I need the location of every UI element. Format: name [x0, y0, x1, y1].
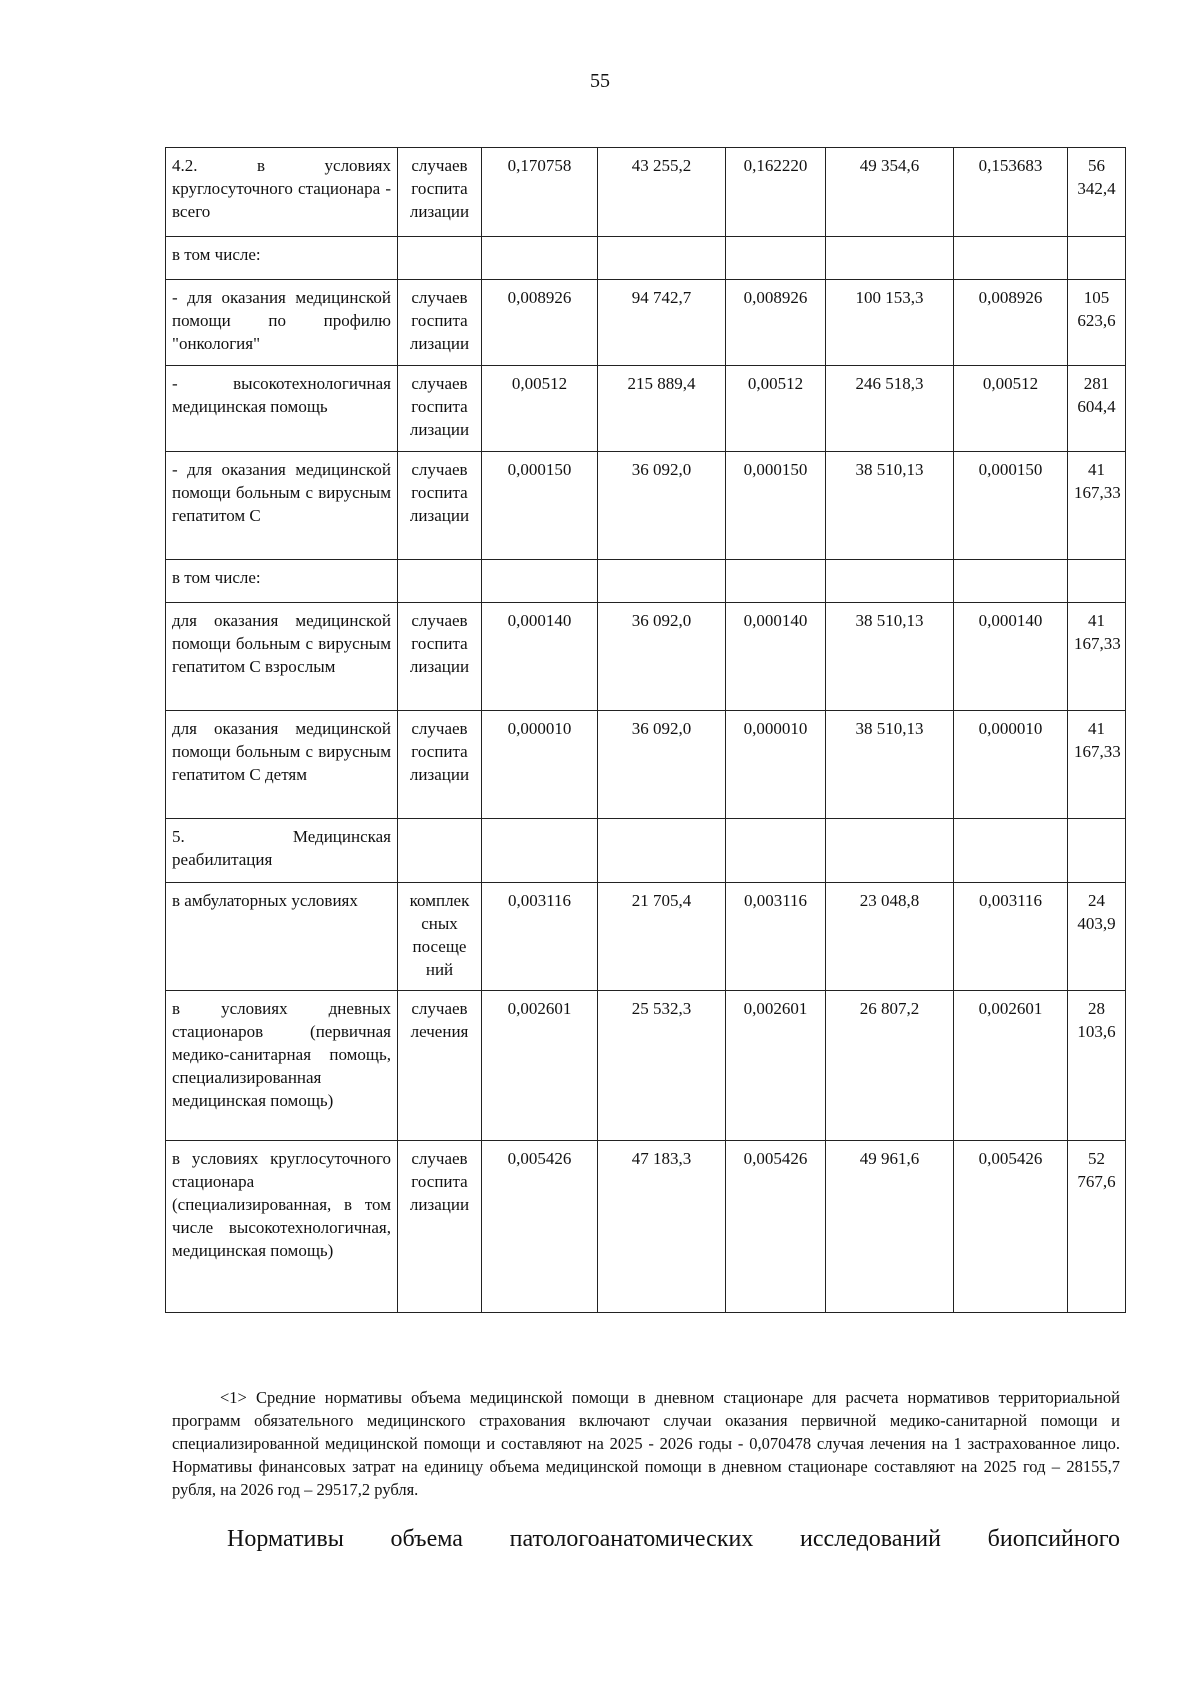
- row-value: [954, 819, 1068, 883]
- footnote: <1> Средние нормативы объема медицинской помощи в дневном стационаре для расчета нормативов территориальной программ обязательного медицинского страхования включают случаи оказания первичной медико-санитарной помощи и специализированной медицинской помощи и составляют на 2025 - 2026 годы - 0,070478 случая лечения на 1 застрахованное лицо. Нормативы финансовых затрат на единицу объема медицинской помощи в дневном стационаре составляют на 2025 год – 28155,7 рубля, на 2026 год – 29517,2 рубля.: [172, 1388, 1120, 1499]
- row-label: в условиях дневных стационаров (первичная медико-санитарная помощь, специализированная медицинская помощь): [166, 991, 398, 1141]
- row-value: 49 354,6: [826, 148, 954, 237]
- row-value: [954, 237, 1068, 280]
- row-value: 24 403,9: [1068, 883, 1126, 991]
- table-row: [166, 711, 1126, 819]
- table-row: [166, 819, 1126, 883]
- row-value: 94 742,7: [598, 280, 726, 366]
- row-value: 0,170758: [482, 148, 598, 237]
- row-value: 0,002601: [482, 991, 598, 1141]
- row-value: 47 183,3: [598, 1141, 726, 1313]
- row-value: [826, 560, 954, 603]
- row-value: [598, 819, 726, 883]
- row-unit: [398, 560, 482, 603]
- row-value: 38 510,13: [826, 711, 954, 819]
- row-value: 52 767,6: [1068, 1141, 1126, 1313]
- row-value: 0,000140: [482, 603, 598, 711]
- row-label: в амбулаторных условиях: [166, 883, 398, 991]
- row-value: 0,008926: [954, 280, 1068, 366]
- row-label: 4.2. в условиях круглосуточного стационара - всего: [166, 148, 398, 237]
- row-value: 0,153683: [954, 148, 1068, 237]
- row-value: [726, 819, 826, 883]
- row-label: - высокотехнологичная медицинская помощь: [166, 366, 398, 452]
- row-unit: случаев госпита лизации: [398, 280, 482, 366]
- row-value: 100 153,3: [826, 280, 954, 366]
- row-value: 36 092,0: [598, 603, 726, 711]
- row-value: 36 092,0: [598, 711, 726, 819]
- row-unit: [398, 819, 482, 883]
- row-value: 38 510,13: [826, 603, 954, 711]
- table-row: [166, 452, 1126, 560]
- row-value: 26 807,2: [826, 991, 954, 1141]
- row-value: [598, 560, 726, 603]
- table-row: [166, 237, 1126, 280]
- row-value: [482, 560, 598, 603]
- row-value: 21 705,4: [598, 883, 726, 991]
- table-row: [166, 603, 1126, 711]
- table-row: [166, 883, 1126, 991]
- row-label: в условиях круглосуточного стационара (специализированная, в том числе высокотехнологичная, медицинская помощь): [166, 1141, 398, 1313]
- row-unit: случаев госпита лизации: [398, 148, 482, 237]
- row-unit: случаев госпита лизации: [398, 1141, 482, 1313]
- row-value: 0,000150: [954, 452, 1068, 560]
- row-value: 0,000140: [954, 603, 1068, 711]
- row-value: [826, 819, 954, 883]
- row-value: 0,005426: [482, 1141, 598, 1313]
- row-label: 5. Медицинская реабилитация: [166, 819, 398, 883]
- page-number: 55: [590, 70, 610, 92]
- row-unit: случаев госпита лизации: [398, 452, 482, 560]
- row-value: 0,000010: [954, 711, 1068, 819]
- row-label: в том числе:: [166, 560, 398, 603]
- table-row: [166, 560, 1126, 603]
- row-value: [726, 560, 826, 603]
- row-value: 246 518,3: [826, 366, 954, 452]
- row-value: 0,008926: [482, 280, 598, 366]
- row-value: 0,008926: [726, 280, 826, 366]
- row-value: 0,000150: [726, 452, 826, 560]
- row-value: 0,002601: [954, 991, 1068, 1141]
- row-value: 0,162220: [726, 148, 826, 237]
- row-value: 281 604,4: [1068, 366, 1126, 452]
- row-unit: случаев госпита лизации: [398, 366, 482, 452]
- row-label: - для оказания медицинской помощи по профилю "онкология": [166, 280, 398, 366]
- row-value: 0,003116: [726, 883, 826, 991]
- row-value: 25 532,3: [598, 991, 726, 1141]
- row-value: 215 889,4: [598, 366, 726, 452]
- row-value: 0,00512: [482, 366, 598, 452]
- row-label: для оказания медицинской помощи больным с вирусным гепатитом С взрослым: [166, 603, 398, 711]
- row-value: 0,005426: [726, 1141, 826, 1313]
- row-value: 0,000010: [726, 711, 826, 819]
- row-label: - для оказания медицинской помощи больным с вирусным гепатитом С: [166, 452, 398, 560]
- row-value: [598, 237, 726, 280]
- table-row: [166, 366, 1126, 452]
- row-label: для оказания медицинской помощи больным с вирусным гепатитом С детям: [166, 711, 398, 819]
- row-value: 0,005426: [954, 1141, 1068, 1313]
- row-value: 23 048,8: [826, 883, 954, 991]
- row-value: 0,00512: [726, 366, 826, 452]
- row-value: 36 092,0: [598, 452, 726, 560]
- row-unit: комплек сных посеще ний: [398, 883, 482, 991]
- row-value: 41 167,33: [1068, 711, 1126, 819]
- row-value: 105 623,6: [1068, 280, 1126, 366]
- row-value: [726, 237, 826, 280]
- row-value: 0,003116: [482, 883, 598, 991]
- row-value: [1068, 237, 1126, 280]
- row-value: 0,000140: [726, 603, 826, 711]
- section-heading: Нормативы объема патологоанатомических исследований биопсийного: [227, 1526, 1120, 1552]
- row-value: 0,002601: [726, 991, 826, 1141]
- row-value: 41 167,33: [1068, 452, 1126, 560]
- table-row: [166, 1141, 1126, 1313]
- row-unit: случаев госпита лизации: [398, 603, 482, 711]
- table-row: [166, 148, 1126, 237]
- row-value: 28 103,6: [1068, 991, 1126, 1141]
- row-value: 0,003116: [954, 883, 1068, 991]
- norms-table: [165, 147, 1126, 1313]
- row-label: в том числе:: [166, 237, 398, 280]
- row-value: [826, 237, 954, 280]
- row-value: 38 510,13: [826, 452, 954, 560]
- row-value: [1068, 819, 1126, 883]
- row-value: 0,00512: [954, 366, 1068, 452]
- row-unit: [398, 237, 482, 280]
- table-row: [166, 991, 1126, 1141]
- row-value: 49 961,6: [826, 1141, 954, 1313]
- row-value: 0,000150: [482, 452, 598, 560]
- row-value: [1068, 560, 1126, 603]
- row-unit: случаев госпита лизации: [398, 711, 482, 819]
- row-value: 43 255,2: [598, 148, 726, 237]
- row-unit: случаев лечения: [398, 991, 482, 1141]
- row-value: 0,000010: [482, 711, 598, 819]
- row-value: [482, 237, 598, 280]
- row-value: 41 167,33: [1068, 603, 1126, 711]
- row-value: [482, 819, 598, 883]
- row-value: 56 342,4: [1068, 148, 1126, 237]
- table-body: [166, 148, 1126, 1313]
- table-row: [166, 280, 1126, 366]
- row-value: [954, 560, 1068, 603]
